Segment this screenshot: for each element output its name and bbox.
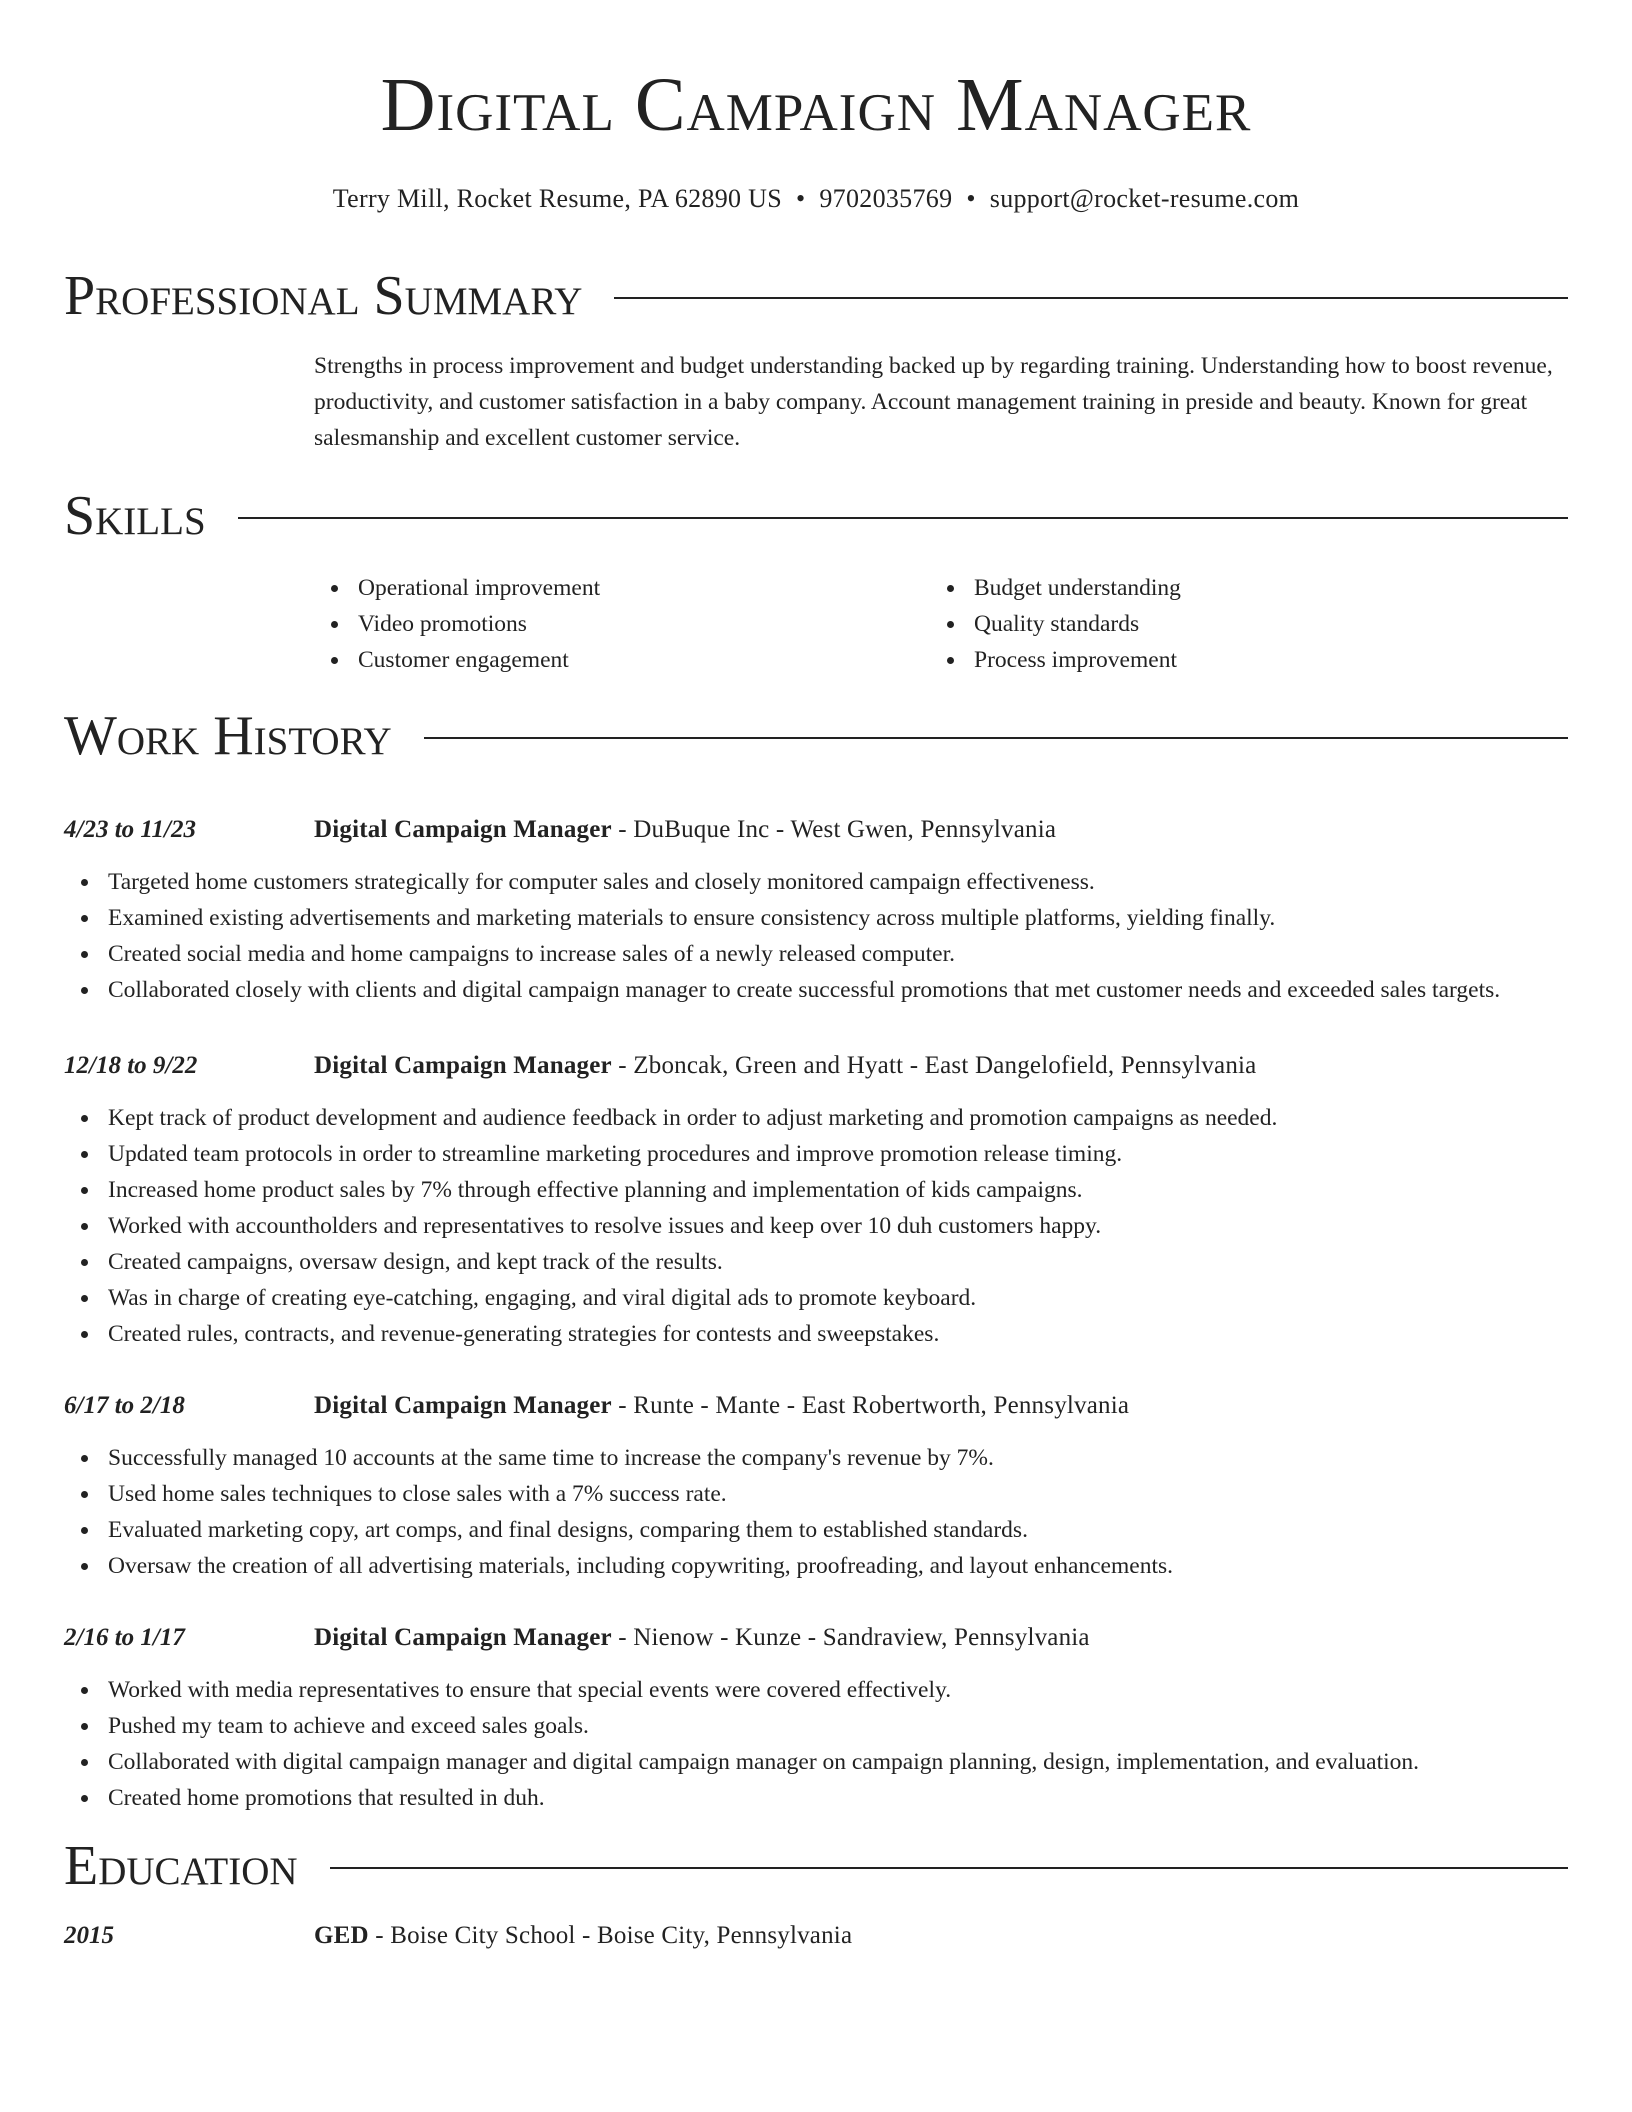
job-bullet: Worked with accountholders and representatives to resolve issues and keep over 10 duh customers happy. [108,1208,1568,1244]
job-bullet: Created social media and home campaigns to increase sales of a newly released computer. [108,936,1568,972]
resume-header [64,0,1568,214]
job-entry [64,1388,1568,1584]
summary-text: Strengths in process improvement and budget understanding backed up by regarding training. Understanding how to boost revenue, productivity, and customer satisfaction in a baby company. Account management training in preside and beauty. Known for great salesmanship and excellent customer service. [314,353,1553,451]
section-title-education: Education [64,1835,298,1897]
skills-grid [314,570,1568,678]
section-title-summary: Professional Summary [64,265,583,327]
section-title-work-history: Work History [64,705,392,767]
job-heading [64,1388,1568,1424]
job-bullet: Updated team protocols in order to streamline marketing procedures and improve promotion release timing. [108,1136,1568,1172]
job-bullets [64,864,1568,1008]
job-employer-location: - Nienow - Kunze - Sandraview, Pennsylvania [611,1624,1090,1651]
job-bullet: Worked with media representatives to ensure that special events were covered effectively. [108,1672,1568,1708]
section-header [64,696,1568,776]
contact-line [64,184,1568,214]
job-bullets [64,1100,1568,1352]
section-title-skills: Skills [64,485,206,547]
education-entry [64,1918,1568,1954]
job-dates: 6/17 to 2/18 [64,1392,185,1419]
education-list [64,1918,1568,1954]
skill-item: Budget understanding [974,570,1546,606]
job-entry [64,1048,1568,1352]
job-role: Digital Campaign Manager [314,1624,612,1651]
work-history-section [64,696,1568,1816]
job-dates: 12/18 to 9/22 [64,1052,198,1079]
contact-address: Terry Mill, Rocket Resume, PA 62890 US [332,184,782,213]
job-title-line [314,1388,1568,1424]
education-line [314,1918,1568,1954]
job-title-line [314,1620,1568,1656]
section-header [64,256,1568,336]
skills-list-left [314,570,930,678]
contact-phone: 9702035769 [819,184,953,213]
contact-email: support@rocket-resume.com [989,184,1300,213]
section-divider [238,517,1568,519]
job-entry [64,1620,1568,1816]
job-bullet: Collaborated closely with clients and digital campaign manager to create successful promotions that met customer needs and exceeded sales targets. [108,972,1568,1008]
job-bullet: Was in charge of creating eye-catching, engaging, and viral digital ads to promote keyboard. [108,1280,1568,1316]
job-bullet: Created home promotions that resulted in duh. [108,1780,1568,1816]
job-bullet: Oversaw the creation of all advertising materials, including copywriting, proofreading, and layout enhancements. [108,1548,1568,1584]
job-bullets [64,1440,1568,1584]
section-divider [614,297,1568,299]
job-role: Digital Campaign Manager [314,1052,612,1079]
job-bullet: Created rules, contracts, and revenue-generating strategies for contests and sweepstakes. [108,1316,1568,1352]
job-employer-location: - Runte - Mante - East Robertworth, Pennsylvania [611,1392,1130,1419]
job-bullet: Created campaigns, oversaw design, and kept track of the results. [108,1244,1568,1280]
contact-separator: • [795,184,806,213]
section-header [64,1826,1568,1906]
job-heading [64,812,1568,848]
job-bullet: Kept track of product development and audience feedback in order to adjust marketing and promotion campaigns as needed. [108,1100,1568,1136]
job-bullet: Evaluated marketing copy, art comps, and final designs, comparing them to established standards. [108,1512,1568,1548]
job-bullet: Examined existing advertisements and marketing materials to ensure consistency across multiple platforms, yielding finally. [108,900,1568,936]
contact-separator: • [966,184,976,213]
job-bullets [64,1672,1568,1816]
education-school-location: - Boise City School - Boise City, Pennsylvania [368,1922,853,1949]
job-bullet: Increased home product sales by 7% through effective planning and implementation of kids campaigns. [108,1172,1568,1208]
job-entry [64,812,1568,1008]
education-section [64,1826,1568,1954]
skills-column-right [930,570,1546,678]
job-bullet: Successfully managed 10 accounts at the same time to increase the company's revenue by 7%. [108,1440,1568,1476]
job-heading [64,1048,1568,1084]
skill-item: Video promotions [358,606,930,642]
education-degree: GED [314,1922,369,1949]
job-bullet: Pushed my team to achieve and exceed sales goals. [108,1708,1568,1744]
job-heading [64,1620,1568,1656]
summary-section [64,256,1568,456]
job-bullet: Collaborated with digital campaign manager and digital campaign manager on campaign planning, design, implementation, and evaluation. [108,1744,1568,1780]
job-title-line [314,1048,1568,1084]
job-bullet: Targeted home customers strategically for computer sales and closely monitored campaign effectiveness. [108,864,1568,900]
section-divider [330,1867,1568,1869]
section-divider [424,737,1568,739]
job-bullet: Used home sales techniques to close sales with a 7% success rate. [108,1476,1568,1512]
skill-item: Process improvement [974,642,1546,678]
skills-section [64,476,1568,678]
job-role: Digital Campaign Manager [314,1392,612,1419]
skill-item: Operational improvement [358,570,930,606]
job-dates: 2/16 to 1/17 [64,1624,185,1651]
job-title-line [314,812,1568,848]
section-header [64,476,1568,556]
skill-item: Quality standards [974,606,1546,642]
jobs-list [64,812,1568,1816]
skill-item: Customer engagement [358,642,930,678]
skills-column-left [314,570,930,678]
job-role: Digital Campaign Manager [314,816,612,843]
candidate-name: Digital Campaign Manager [380,63,1252,147]
job-dates: 4/23 to 11/23 [64,816,196,843]
job-employer-location: - DuBuque Inc - West Gwen, Pennsylvania [611,816,1057,843]
job-employer-location: - Zboncak, Green and Hyatt - East Dangelofield, Pennsylvania [611,1052,1257,1079]
skills-list-right [930,570,1546,678]
education-year: 2015 [64,1922,114,1949]
